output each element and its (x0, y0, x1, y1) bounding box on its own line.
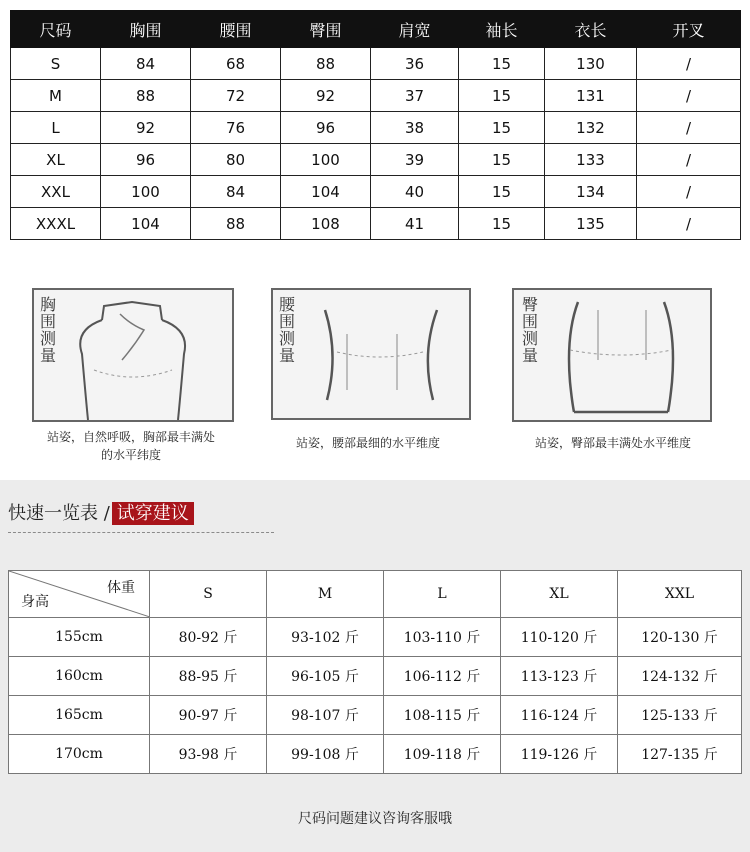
cell-chest: 100 (101, 176, 191, 208)
table-row (11, 48, 741, 80)
height-cell: 160cm (9, 657, 150, 696)
weight-cell: 88-95 斤 (150, 657, 267, 696)
table-row (11, 176, 741, 208)
cell-slit: / (637, 208, 741, 240)
chest-measure-illustration (32, 288, 234, 422)
fitting-advice-table (8, 570, 742, 774)
caption-line: 的水平纬度 (100, 448, 161, 462)
chest-measure-label: 胸围测量 (40, 295, 57, 365)
qipao-top-icon (34, 290, 232, 420)
caption-line: 站姿，臀部最丰满处水平维度 (534, 436, 691, 450)
cell-sleeve: 15 (459, 48, 545, 80)
quick-guide-heading (8, 499, 194, 525)
cell-shoulder: 41 (371, 208, 459, 240)
height-cell: 165cm (9, 696, 150, 735)
cell-waist: 68 (191, 48, 281, 80)
caption-line: 站姿，腰部最细的水平维度 (295, 436, 440, 450)
cell-hip: 92 (281, 80, 371, 112)
cell-chest: 96 (101, 144, 191, 176)
size-header-xl: XL (501, 571, 618, 618)
weight-cell: 93-98 斤 (150, 735, 267, 774)
fitting-header-row (9, 571, 742, 618)
weight-cell: 124-132 斤 (618, 657, 742, 696)
cell-waist: 84 (191, 176, 281, 208)
chest-measure-caption (24, 428, 238, 464)
size-header-m: M (267, 571, 384, 618)
cell-length: 132 (545, 112, 637, 144)
cell-hip: 88 (281, 48, 371, 80)
caption-line: 站姿，自然呼吸，胸部最丰满处 (46, 430, 215, 444)
waist-measure-caption (265, 434, 471, 452)
cell-length: 131 (545, 80, 637, 112)
cell-size: S (11, 48, 101, 80)
weight-cell: 96-105 斤 (267, 657, 384, 696)
cell-sleeve: 15 (459, 80, 545, 112)
cell-slit: / (637, 144, 741, 176)
weight-cell: 113-123 斤 (501, 657, 618, 696)
cell-waist: 80 (191, 144, 281, 176)
size-header-s: S (150, 571, 267, 618)
cell-hip: 104 (281, 176, 371, 208)
cell-hip: 108 (281, 208, 371, 240)
header-length: 衣长 (545, 11, 637, 48)
cell-hip: 100 (281, 144, 371, 176)
table-row (9, 618, 742, 657)
hip-measure-label: 臀围测量 (522, 295, 539, 365)
waist-silhouette-icon (273, 290, 469, 418)
table-row (11, 144, 741, 176)
cell-size: M (11, 80, 101, 112)
table-row (11, 208, 741, 240)
weight-cell: 116-124 斤 (501, 696, 618, 735)
header-sleeve: 袖长 (459, 11, 545, 48)
cell-shoulder: 36 (371, 48, 459, 80)
size-header-xxl: XXL (618, 571, 742, 618)
header-size: 尺码 (11, 11, 101, 48)
header-slit: 开叉 (637, 11, 741, 48)
size-chart-table (10, 10, 741, 240)
cell-length: 135 (545, 208, 637, 240)
waist-measure-illustration (271, 288, 471, 420)
weight-cell: 103-110 斤 (384, 618, 501, 657)
weight-label: 体重 (107, 580, 135, 596)
cell-hip: 96 (281, 112, 371, 144)
customer-service-note: 尺码问题建议咨询客服哦 (298, 811, 452, 827)
cell-length: 130 (545, 48, 637, 80)
cell-length: 133 (545, 144, 637, 176)
cell-size: XXL (11, 176, 101, 208)
header-waist: 腰围 (191, 11, 281, 48)
quick-guide-panel (0, 480, 750, 852)
quick-guide-title: 快速一览表 / (8, 503, 110, 524)
table-row (9, 735, 742, 774)
cell-shoulder: 37 (371, 80, 459, 112)
table-row (11, 80, 741, 112)
weight-cell: 93-102 斤 (267, 618, 384, 657)
cell-shoulder: 40 (371, 176, 459, 208)
height-cell: 170cm (9, 735, 150, 774)
cell-length: 134 (545, 176, 637, 208)
fitting-advice-tag: 试穿建议 (112, 502, 194, 525)
header-shoulder: 肩宽 (371, 11, 459, 48)
cell-slit: / (637, 176, 741, 208)
cell-sleeve: 15 (459, 112, 545, 144)
weight-cell: 109-118 斤 (384, 735, 501, 774)
cell-shoulder: 39 (371, 144, 459, 176)
cell-slit: / (637, 48, 741, 80)
weight-cell: 98-107 斤 (267, 696, 384, 735)
cell-chest: 92 (101, 112, 191, 144)
cell-sleeve: 15 (459, 176, 545, 208)
heading-divider (8, 532, 274, 533)
waist-measure-label: 腰围测量 (279, 295, 296, 365)
header-chest: 胸围 (101, 11, 191, 48)
weight-cell: 119-126 斤 (501, 735, 618, 774)
cell-slit: / (637, 80, 741, 112)
cell-slit: / (637, 112, 741, 144)
size-chart-header-row (11, 11, 741, 48)
cell-chest: 84 (101, 48, 191, 80)
weight-cell: 108-115 斤 (384, 696, 501, 735)
table-row (11, 112, 741, 144)
hip-measure-caption (508, 434, 718, 452)
weight-cell: 99-108 斤 (267, 735, 384, 774)
cell-waist: 76 (191, 112, 281, 144)
cell-waist: 72 (191, 80, 281, 112)
height-weight-corner-cell (9, 571, 150, 618)
height-label: 身高 (21, 594, 49, 610)
cell-sleeve: 15 (459, 208, 545, 240)
hip-measure-illustration (512, 288, 712, 422)
weight-cell: 125-133 斤 (618, 696, 742, 735)
cell-size: L (11, 112, 101, 144)
height-cell: 155cm (9, 618, 150, 657)
table-row (9, 696, 742, 735)
weight-cell: 120-130 斤 (618, 618, 742, 657)
cell-sleeve: 15 (459, 144, 545, 176)
size-header-l: L (384, 571, 501, 618)
cell-size: XL (11, 144, 101, 176)
cell-chest: 104 (101, 208, 191, 240)
weight-cell: 127-135 斤 (618, 735, 742, 774)
table-row (9, 657, 742, 696)
cell-shoulder: 38 (371, 112, 459, 144)
weight-cell: 80-92 斤 (150, 618, 267, 657)
header-hip: 臀围 (281, 11, 371, 48)
weight-cell: 90-97 斤 (150, 696, 267, 735)
cell-size: XXXL (11, 208, 101, 240)
hip-silhouette-icon (514, 290, 710, 420)
weight-cell: 110-120 斤 (501, 618, 618, 657)
cell-chest: 88 (101, 80, 191, 112)
weight-cell: 106-112 斤 (384, 657, 501, 696)
cell-waist: 88 (191, 208, 281, 240)
